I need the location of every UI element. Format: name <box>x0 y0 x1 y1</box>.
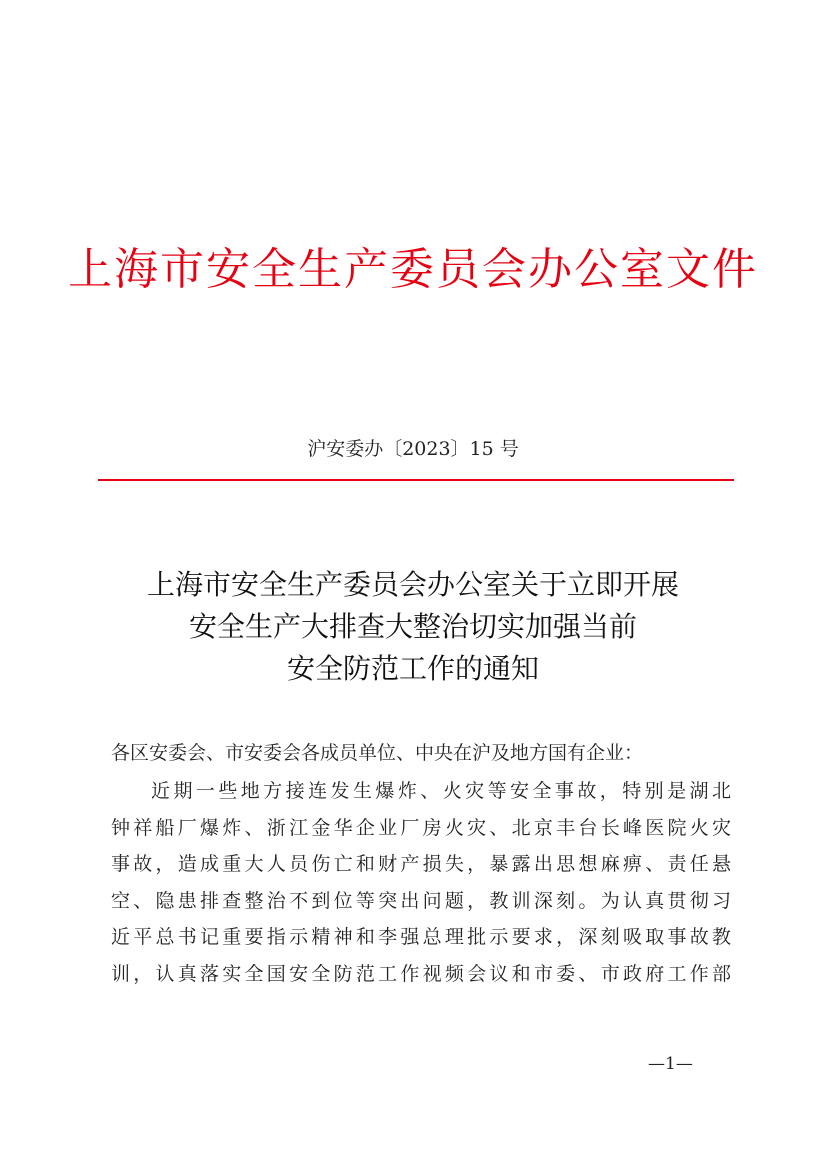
document-masthead: 上海市安全生产委员会办公室文件 <box>68 244 758 295</box>
title-line-1: 上海市安全生产委员会办公室关于立即开展 <box>146 568 679 601</box>
body-line: 空、隐患排查整治不到位等突出问题，教训深刻。为认真贯彻习 <box>111 889 731 912</box>
body-line: 近期一些地方接连发生爆炸、火灾等安全事故，特别是湖北 <box>151 780 731 802</box>
document-title <box>0 564 826 690</box>
body-paragraph <box>111 773 731 992</box>
document-number: 沪安委办〔2023〕15 号 <box>307 438 519 460</box>
salutation: 各区安委会、市安委会各成员单位、中央在沪及地方国有企业： <box>111 742 644 764</box>
red-separator-line <box>98 479 734 481</box>
title-line-2: 安全生产大排查大整治切实加强当前 <box>188 610 637 643</box>
body-line: 事故，造成重大人员伤亡和财产损失，暴露出思想麻痹、责任悬 <box>111 853 731 875</box>
body-line: 钟祥船厂爆炸、浙江金华企业厂房火灾、北京丰台长峰医院火灾 <box>111 816 731 839</box>
body-line: 近平总书记重要指示精神和李强总理批示要求，深刻吸取事故教 <box>111 926 731 948</box>
body-line: 训，认真落实全国安全防范工作视频会议和市委、市政府工作部 <box>111 962 731 985</box>
page-number: —1— <box>648 1054 693 1074</box>
title-line-3: 安全防范工作的通知 <box>286 652 539 685</box>
